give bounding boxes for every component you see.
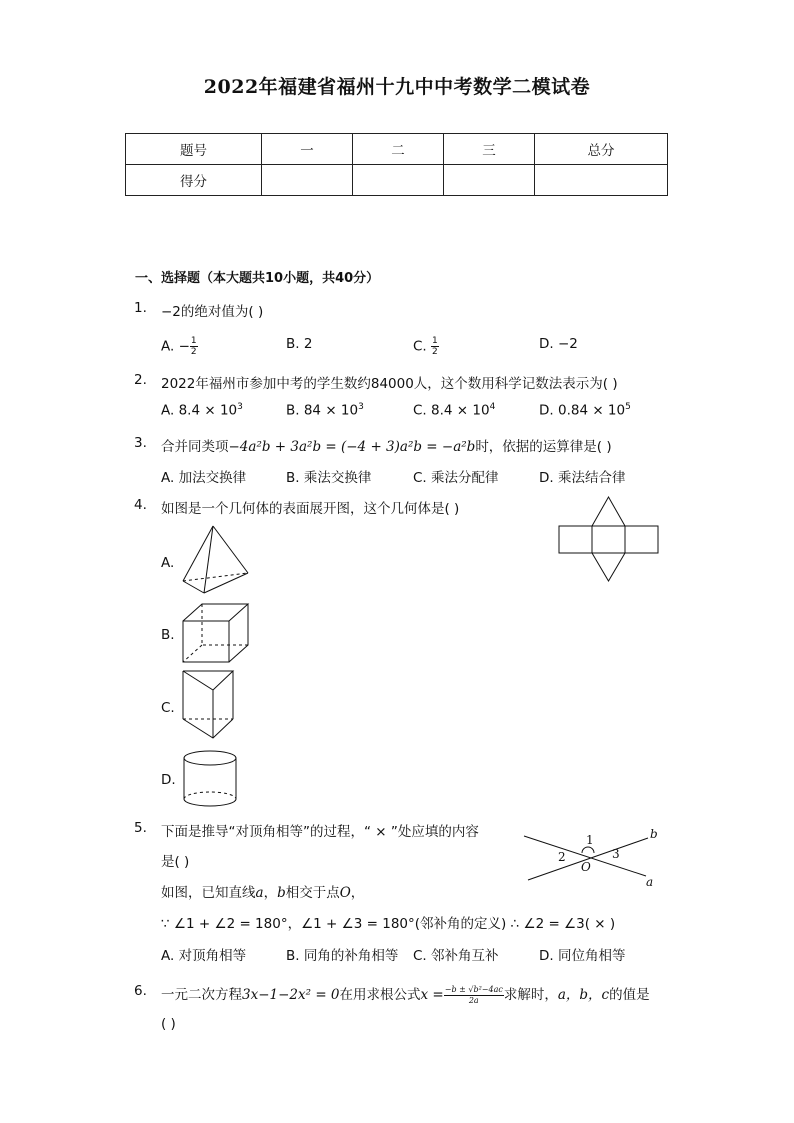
net-triangle-bottom [592,553,625,581]
option-text: D. 0.84 × 10 [539,402,626,419]
question-number: 1. [134,300,147,316]
option-a: A. 加法交换律 [161,470,247,486]
option-b [286,402,364,419]
denominator: 2a [468,995,479,1005]
option-label: A. [161,338,175,355]
table-cell: 题号 [126,134,262,165]
denominator: 2 [432,347,438,357]
angle-label-3: 3 [612,847,620,861]
option-c: C. [161,700,175,716]
variable: O [339,885,351,901]
option-text: C. 8.4 × 10 [413,402,490,419]
cube-figure [180,601,252,665]
page-title: 2022年福建省福州十九中中考数学二模试卷 [203,76,591,98]
option-label: C. [413,338,427,355]
numerator: −b ± √b²−4ac [444,984,503,994]
option-c: C. 乘法分配律 [413,470,499,486]
stem-text: 合并同类项 [161,439,229,455]
variable: b [277,885,286,901]
equation: 3x−1−2x² = 0 [242,987,340,1003]
line-label-b: b [650,827,658,841]
net-triangle-top [592,497,625,526]
table-cell: 得分 [126,165,262,196]
table-row [126,134,668,165]
numerator: 1 [190,336,197,346]
question-stem: 2022年福州市参加中考的学生数约84000人，这个数用科学记数法表示为( ) [161,376,618,392]
question-stem [161,983,650,1006]
math-expression: −4a²b + 3a²b = (−4 + 3)a²b = −a²b [228,439,476,455]
net-rect-right [625,526,658,553]
question-number: 3. [134,435,147,451]
line-label-a: a [646,875,654,889]
question-number: 4. [134,497,147,513]
table-cell: 三 [444,134,535,165]
question-stem: 下面是推导“对顶角相等”的过程，“ × ”处应填的内容 [161,824,479,840]
option-c [413,336,439,357]
option-a: A. 对顶角相等 [161,948,247,964]
pyramid-figure [180,523,252,595]
net-diagram [556,494,661,584]
option-d: D. 乘法结合律 [539,470,626,486]
question-number: 6. [134,983,147,999]
variables: a，b，c [557,987,610,1003]
exponent: 3 [358,402,364,412]
fraction [431,336,439,357]
question-stem: 是( ) [161,854,190,870]
formula-lhs: x = [420,987,444,1003]
table-cell: 总分 [535,134,668,165]
angle-arc [582,847,594,853]
table-cell: 一 [262,134,353,165]
option-c: C. 邻补角互补 [413,948,499,964]
option-b: B. 2 [286,336,313,352]
net-rect-left [559,526,592,553]
table-row [126,165,668,196]
net-rect-middle [592,526,625,553]
numerator: 1 [432,336,438,346]
option-d: D. −2 [539,336,578,352]
answer-blank: ( ) [161,1016,176,1032]
section-heading: 一、选择题（本大题共10小题，共40分） [135,271,380,286]
stem-text: 一元二次方程 [161,987,242,1003]
question-stem [161,435,612,455]
stem-text: ， [263,885,278,901]
question-stem [161,881,364,901]
option-a [161,336,198,357]
stem-text: ， [350,885,365,901]
score-table [125,133,668,196]
minus-sign: − [178,338,190,355]
fraction [190,336,198,357]
exponent: 4 [489,402,496,412]
option-d: D. 同位角相等 [539,948,626,964]
variable: a [255,885,264,901]
table-cell[interactable] [444,165,535,196]
question-stem: 如图是一个几何体的表面展开图，这个几何体是( ) [161,501,460,517]
option-b: B. 同角的补角相等 [286,948,399,964]
table-cell[interactable] [353,165,444,196]
cylinder-figure [182,748,240,810]
exponent: 5 [625,402,631,412]
stem-text: 相交于点 [285,885,340,901]
proof-line: ∵ ∠1 + ∠2 = 180°，∠1 + ∠3 = 180°(邻补角的定义) ∴ ∠2 = ∠3( × ) [161,916,616,932]
stem-text: 时，依据的运算律是( ) [475,439,612,455]
point-label-o: O [581,860,591,874]
denominator: 2 [190,347,197,357]
option-a: A. [161,555,175,571]
question-number: 2. [134,372,147,388]
option-c [413,402,495,419]
quadratic-formula [444,985,504,1006]
option-b: B. [161,627,175,643]
table-cell: 二 [353,134,444,165]
question-number: 5. [134,820,147,836]
option-b: B. 乘法交换律 [286,470,372,486]
stem-text: 如图，已知直线 [161,885,256,901]
stem-text: 求解时， [503,987,558,1003]
option-a [161,402,243,419]
option-text: B. 84 × 10 [286,402,359,419]
intersecting-lines-figure [520,822,670,890]
table-cell[interactable] [535,165,668,196]
option-text: A. 8.4 × 10 [161,402,238,419]
question-stem: −2的绝对值为( ) [161,304,264,320]
angle-label-1: 1 [586,833,594,847]
stem-text: 在用求根公式 [339,987,421,1003]
angle-label-2: 2 [558,850,566,864]
option-d [539,402,631,419]
stem-text: 的值是 [609,987,650,1003]
exponent: 3 [237,402,243,412]
prism-figure [180,668,240,742]
option-d: D. [161,772,176,788]
table-cell[interactable] [262,165,353,196]
